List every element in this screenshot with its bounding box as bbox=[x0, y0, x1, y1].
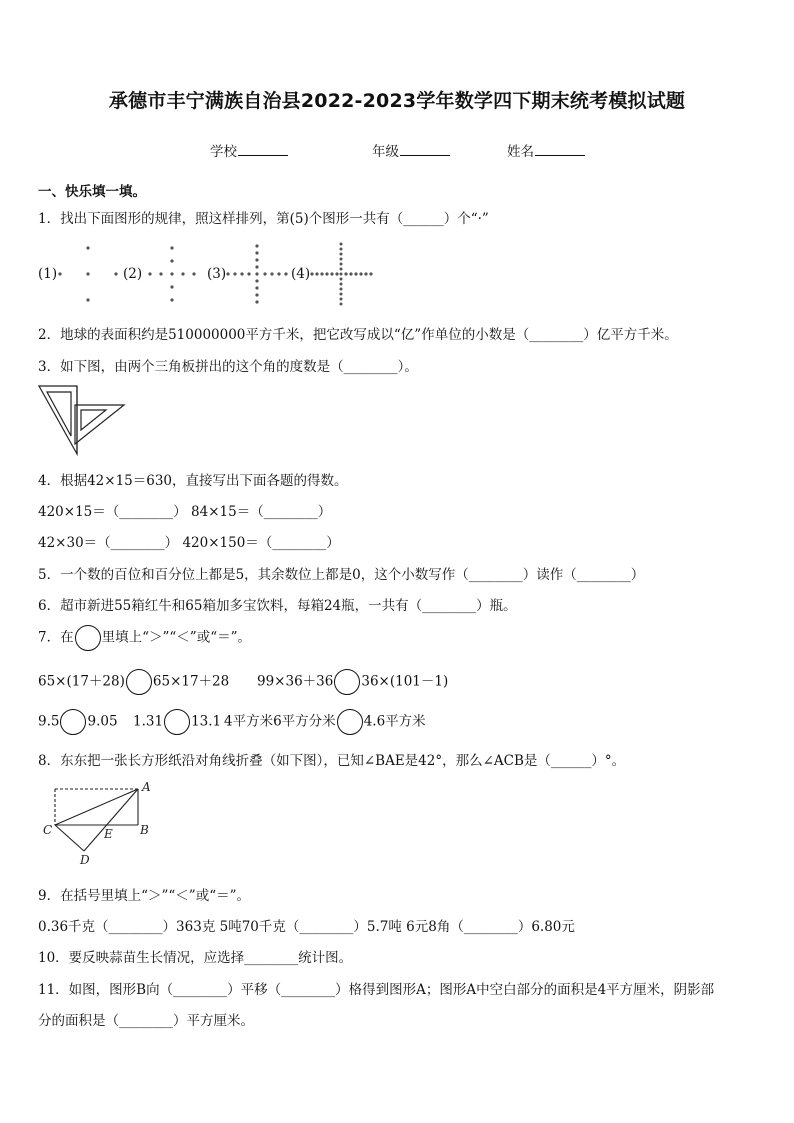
grade-label: 年级 bbox=[372, 144, 399, 160]
compare-3-left: 9.5 bbox=[38, 713, 60, 730]
name-label: 姓名 bbox=[507, 144, 534, 160]
compare-1-left: 65×(17＋28) bbox=[38, 673, 125, 690]
question-11-line-2: 分的面积是（________）平方厘米。 bbox=[38, 1013, 254, 1029]
point-c-label: C bbox=[43, 823, 53, 837]
pattern-label-1: (1) bbox=[38, 266, 58, 282]
question-4: 4．根据42×15＝630，直接写出下面各题的得数。 bbox=[38, 473, 348, 489]
question-10: 10．要反映蒜苗生长情况，应选择________统计图。 bbox=[38, 950, 353, 966]
point-a-label: A bbox=[142, 780, 151, 794]
question-11-line-1: 11．如图，图形B向（________）平移（________）格得到图形A；图形A中空白部分的面积是4平方厘米，阴影部 bbox=[38, 982, 715, 998]
pattern-label-2: (2) bbox=[123, 266, 143, 282]
question-4-row-1: 420×15＝（________） 84×15＝（________） bbox=[38, 504, 332, 520]
compare-5-right: 4.6平方米 bbox=[363, 713, 426, 730]
question-6: 6．超市新进55箱红牛和65箱加多宝饮料，每箱24瓶，一共有（________）瓶。 bbox=[38, 598, 517, 614]
compare-2-right: 36×(101－1) bbox=[361, 673, 449, 690]
question-9-row: 0.36千克（________）363克 5吨70千克（________）5.7吨 6元8角（________）6.80元 bbox=[38, 919, 575, 935]
compare-4-left: 1.31 bbox=[133, 713, 164, 730]
compare-5-left: 4平方米6平方分米 bbox=[224, 713, 336, 730]
section-1-heading: 一、快乐填一填。 bbox=[38, 184, 146, 200]
point-e-label: E bbox=[104, 827, 113, 841]
question-5: 5．一个数的百位和百分位上都是5，其余数位上都是0，这个小数写作（________）读作（________） bbox=[38, 567, 645, 583]
compare-1-right: 65×17＋28 bbox=[152, 673, 230, 690]
question-7-prefix: 7．在 bbox=[38, 629, 74, 646]
compare-2-left: 99×36＋36 bbox=[257, 673, 334, 690]
question-3: 3．如下图，由两个三角板拼出的这个角的度数是（________）。 bbox=[38, 359, 418, 375]
question-1: 1．找出下面图形的规律，照这样排列，第(5)个图形一共有（______）个“·” bbox=[38, 211, 489, 227]
point-d-label: D bbox=[80, 853, 90, 867]
question-8: 8．东东把一张长方形纸沿对角线折叠（如下图），已知∠BAE是42°，那么∠ACB是（______）°。 bbox=[38, 753, 626, 769]
pattern-label-3: (3) bbox=[207, 266, 227, 282]
question-7-suffix: 里填上“＞”“＜”或“＝”。 bbox=[101, 629, 252, 646]
school-label: 学校 bbox=[210, 144, 237, 160]
compare-4-right: 13.1 bbox=[191, 713, 222, 730]
page-title: 承德市丰宁满族自治县2022-2023学年数学四下期末统考模拟试题 bbox=[108, 90, 686, 112]
compare-3-right: 9.05 bbox=[87, 713, 118, 730]
question-9: 9．在括号里填上“＞”“＜”或“＝”。 bbox=[38, 888, 250, 904]
pattern-label-4: (4) bbox=[291, 266, 311, 282]
point-b-label: B bbox=[140, 823, 149, 837]
question-2: 2．地球的表面积约是510000000平方千米，把它改写成以“亿”作单位的小数是（________）亿平方千米。 bbox=[38, 327, 678, 343]
question-4-row-2: 42×30＝（________） 420×150＝（________） bbox=[38, 535, 340, 551]
